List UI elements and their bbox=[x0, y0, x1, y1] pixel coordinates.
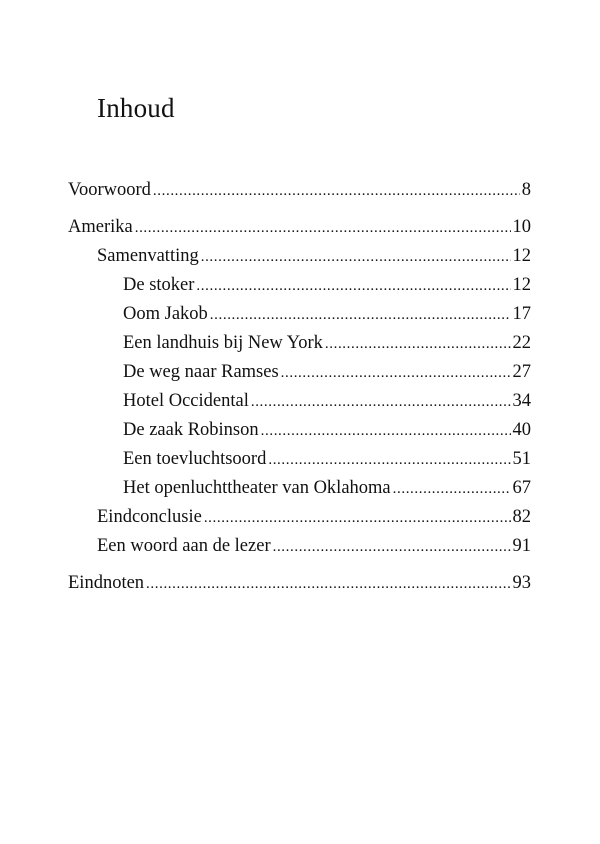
toc-entry-label: Samenvatting bbox=[97, 246, 199, 266]
dot-leader bbox=[201, 243, 511, 272]
toc-entry-label: Het openluchttheater van Oklahoma bbox=[123, 478, 391, 498]
toc-entry-label: De stoker bbox=[123, 275, 195, 295]
toc-entry-de-zaak-robinson[interactable] bbox=[68, 416, 531, 445]
toc-entry-label: Een toevluchtsoord bbox=[123, 449, 267, 469]
toc-entry-een-landhuis-bij-new-york[interactable] bbox=[68, 329, 531, 358]
toc-entry-label: Een woord aan de lezer bbox=[97, 536, 271, 556]
toc-page-number: 8 bbox=[521, 180, 531, 200]
toc-page-number: 22 bbox=[512, 333, 531, 353]
toc-entry-de-weg-naar-ramses[interactable] bbox=[68, 358, 531, 387]
table-of-contents bbox=[68, 176, 531, 598]
dot-leader bbox=[268, 446, 510, 475]
toc-entry-hotel-occidental[interactable] bbox=[68, 387, 531, 416]
toc-entry-eindnoten[interactable] bbox=[68, 569, 531, 598]
toc-page-number: 17 bbox=[512, 304, 531, 324]
toc-page-number: 67 bbox=[512, 478, 531, 498]
toc-entry-label: Voorwoord bbox=[68, 180, 151, 200]
toc-entry-voorwoord[interactable] bbox=[68, 176, 531, 205]
dot-leader bbox=[135, 214, 511, 243]
toc-entry-een-toevluchtsoord[interactable] bbox=[68, 445, 531, 474]
dot-leader bbox=[146, 570, 510, 599]
toc-page-number: 34 bbox=[512, 391, 531, 411]
toc-entry-het-openluchttheater-van-oklahoma[interactable] bbox=[68, 474, 531, 503]
toc-page-number: 10 bbox=[512, 217, 531, 237]
toc-entry-een-woord-aan-de-lezer[interactable] bbox=[68, 532, 531, 561]
page-title: Inhoud bbox=[97, 93, 175, 123]
dot-leader bbox=[273, 533, 511, 562]
toc-page-number: 12 bbox=[512, 275, 531, 295]
toc-page-number: 91 bbox=[512, 536, 531, 556]
toc-page-number: 51 bbox=[512, 449, 531, 469]
toc-entry-label: Hotel Occidental bbox=[123, 391, 249, 411]
toc-entry-label: De zaak Robinson bbox=[123, 420, 259, 440]
toc-entry-de-stoker[interactable] bbox=[68, 271, 531, 300]
toc-page-number: 27 bbox=[512, 362, 531, 382]
toc-page-number: 12 bbox=[512, 246, 531, 266]
toc-page-number: 93 bbox=[512, 573, 531, 593]
toc-entry-label: Eindconclusie bbox=[97, 507, 202, 527]
toc-entry-label: Oom Jakob bbox=[123, 304, 208, 324]
toc-entry-samenvatting[interactable] bbox=[68, 242, 531, 271]
dot-leader bbox=[153, 177, 520, 206]
toc-page-number: 82 bbox=[512, 507, 531, 527]
dot-leader bbox=[325, 330, 511, 359]
toc-entry-label: Een landhuis bij New York bbox=[123, 333, 323, 353]
dot-leader bbox=[204, 504, 511, 533]
toc-entry-label: Eindnoten bbox=[68, 573, 145, 593]
dot-leader bbox=[210, 301, 511, 330]
toc-page-number: 40 bbox=[512, 420, 531, 440]
dot-leader bbox=[393, 475, 511, 504]
toc-entry-oom-jakob[interactable] bbox=[68, 300, 531, 329]
toc-entry-eindconclusie[interactable] bbox=[68, 503, 531, 532]
dot-leader bbox=[251, 388, 511, 417]
dot-leader bbox=[281, 359, 511, 388]
toc-entry-amerika[interactable] bbox=[68, 213, 531, 242]
toc-entry-label: Amerika bbox=[68, 217, 133, 237]
dot-leader bbox=[261, 417, 511, 446]
toc-entry-label: De weg naar Ramses bbox=[123, 362, 279, 382]
dot-leader bbox=[196, 272, 510, 301]
